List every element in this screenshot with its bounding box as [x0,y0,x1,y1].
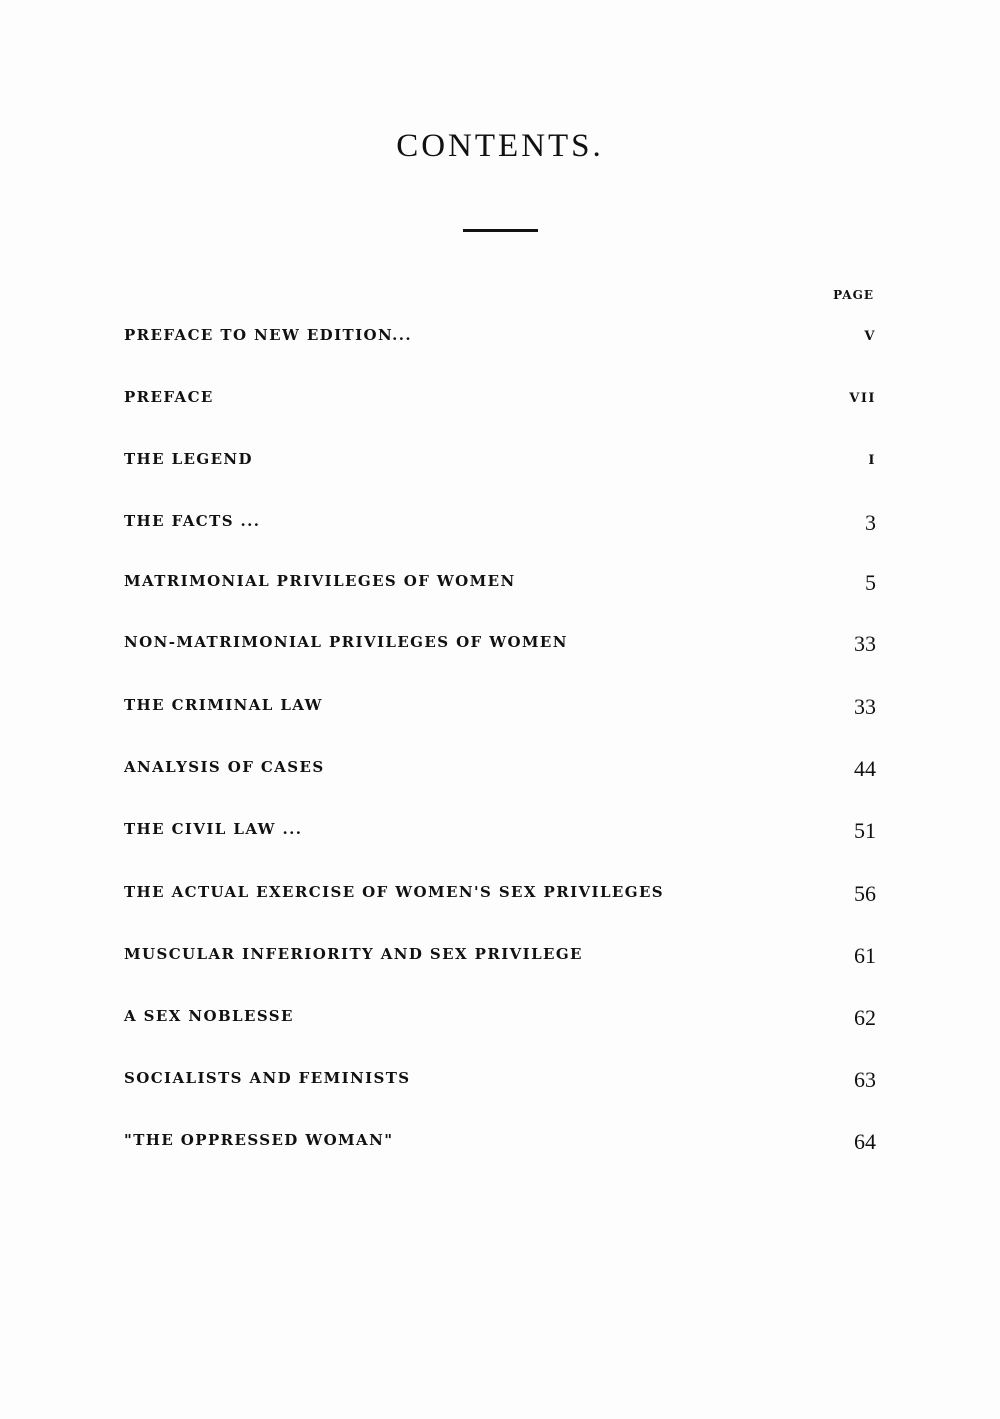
toc-entry-title: THE ACTUAL EXERCISE OF WOMEN'S SEX PRIVILEGES [124,883,665,901]
toc-entry-page: 64 [854,1129,876,1154]
toc-entry-title: MUSCULAR INFERIORITY AND SEX PRIVILEGE [124,945,583,963]
toc-entry [124,1125,876,1165]
toc-entry-title: "THE OPPRESSED WOMAN" [124,1131,394,1149]
toc-entry-title: MATRIMONIAL PRIVILEGES OF WOMEN [124,572,516,590]
toc-entry [124,690,876,730]
toc-entry [124,382,876,422]
toc-entry-page: 5 [865,570,876,595]
toc-entry-page: 62 [854,1005,876,1030]
page-column-label: PAGE [833,288,874,302]
toc-entry-title: THE CIVIL LAW ... [124,820,303,838]
toc-entry-title: PREFACE [124,388,214,406]
toc-entry-title: THE FACTS ... [124,512,261,530]
toc-entry-title: THE CRIMINAL LAW [124,696,323,714]
title-divider [463,229,538,232]
toc-entry [124,877,876,917]
toc-entry [124,939,876,979]
toc-entry-page: 51 [854,818,876,843]
toc-entry [124,1001,876,1041]
toc-entry [124,1063,876,1103]
toc-entry-page: 63 [854,1067,876,1092]
toc-entry [124,627,876,667]
toc-entry-title: NON-MATRIMONIAL PRIVILEGES OF WOMEN [124,633,568,651]
toc-entry [124,320,876,360]
toc-entry [124,444,876,484]
toc-entry [124,752,876,792]
toc-entry [124,566,876,606]
toc-entry-page: I [868,453,876,468]
toc-entry-title: ANALYSIS OF CASES [124,758,325,776]
toc-entry-page: VII [849,391,876,406]
toc-entry [124,506,876,546]
toc-entry [124,814,876,854]
toc-entry-page: V [864,329,876,344]
page-title: CONTENTS. [396,128,604,164]
toc-entry-page: 61 [854,943,876,968]
toc-entry-title: PREFACE TO NEW EDITION... [124,326,412,344]
toc-entry-page: 56 [854,881,876,906]
toc-entry-page: 33 [854,631,876,656]
toc-entry-title: THE LEGEND [124,450,253,468]
toc-entry-page: 3 [865,510,876,535]
toc-entry-page: 33 [854,694,876,719]
toc-entry-title: A SEX NOBLESSE [124,1007,294,1025]
toc-entry-title: SOCIALISTS AND FEMINISTS [124,1069,411,1087]
toc-entry-page: 44 [854,756,876,781]
